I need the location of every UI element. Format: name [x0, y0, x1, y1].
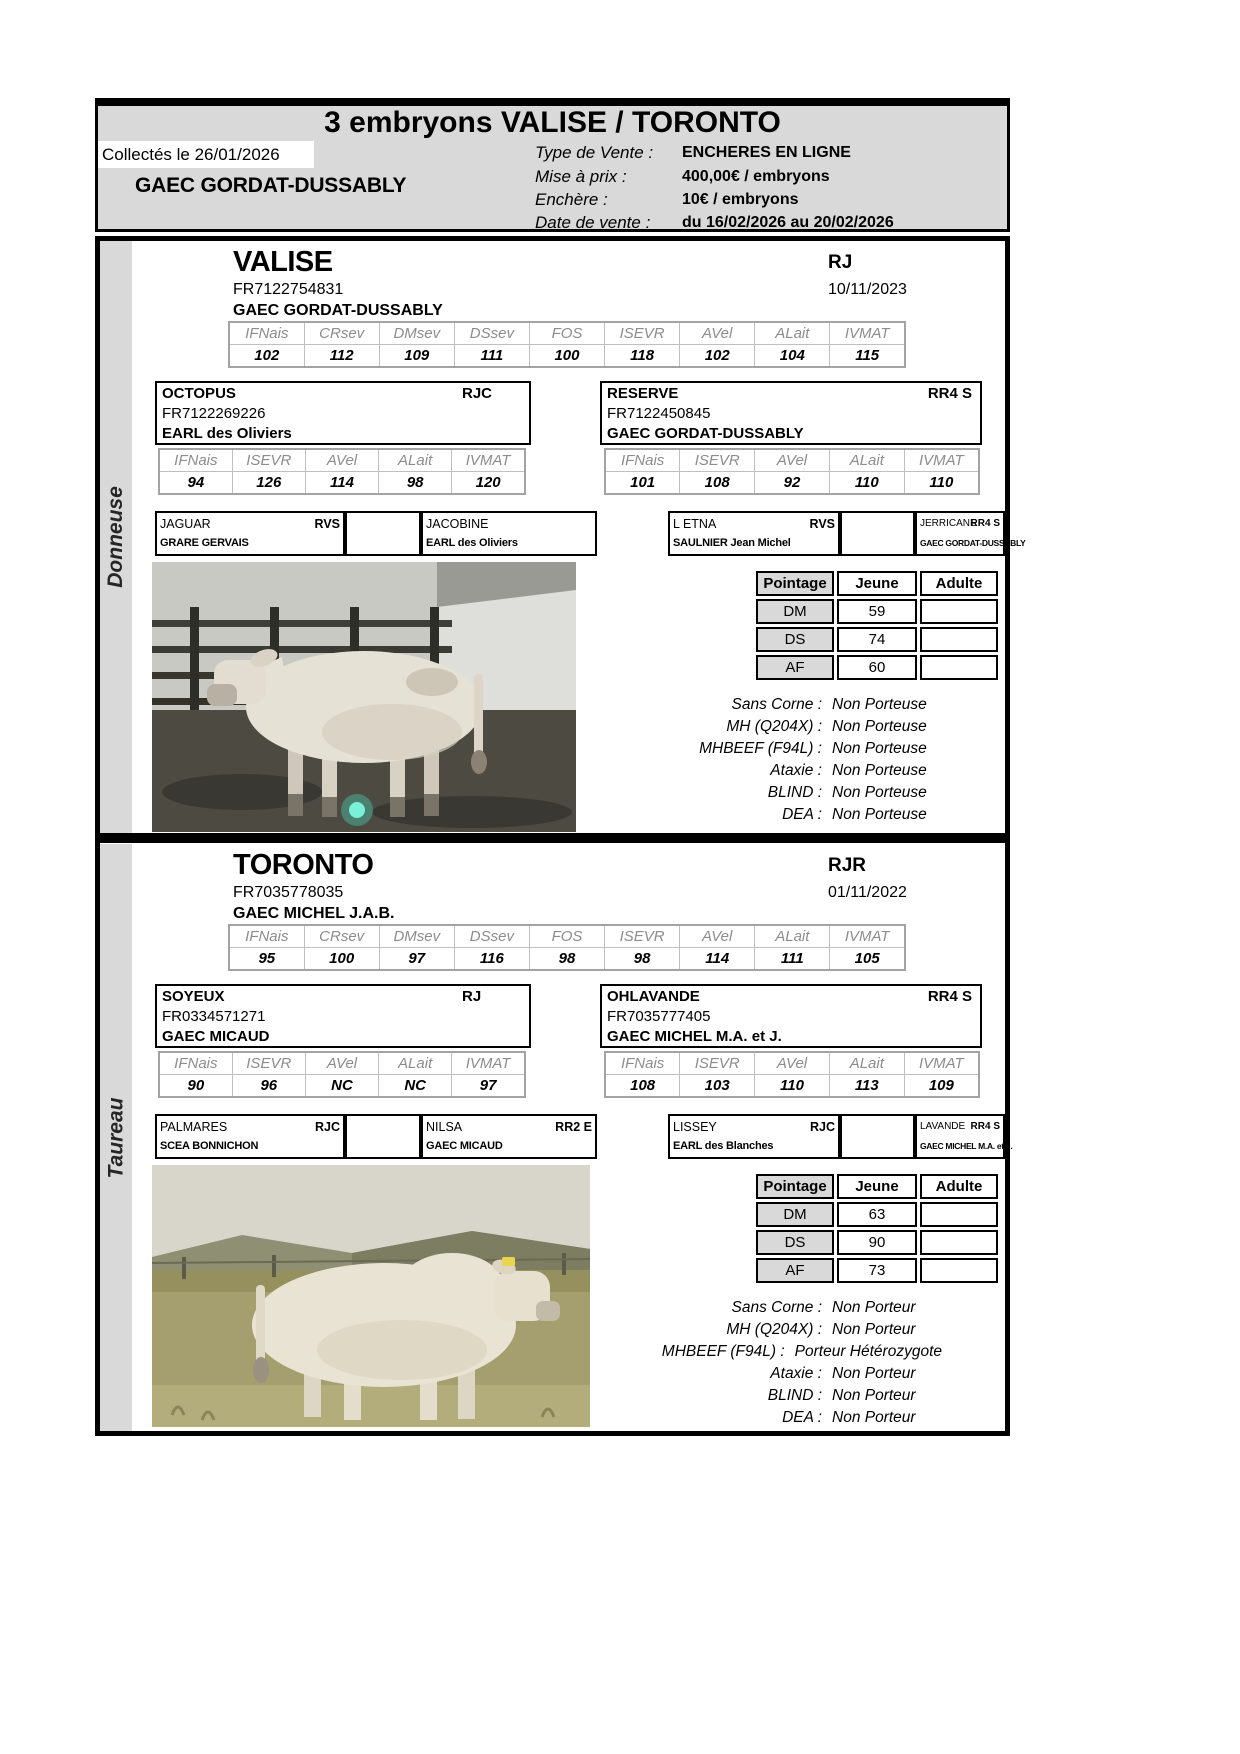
- grandparent-box: [668, 1114, 840, 1159]
- pointage-row-label: DM: [756, 599, 834, 624]
- pointage-value: 60: [837, 655, 917, 680]
- dam-name-line: [607, 384, 980, 404]
- pointage-value: [920, 655, 998, 680]
- index-header: ISEVR: [680, 449, 755, 472]
- index-value: 103: [680, 1075, 755, 1098]
- dam-name-line: [607, 987, 980, 1007]
- index-value: 109: [904, 1075, 979, 1098]
- donor-sire-index-table: [158, 448, 526, 495]
- pointage-header: Jeune: [837, 571, 917, 596]
- index-header: IVMAT: [904, 1052, 979, 1075]
- section-divider: [95, 833, 1010, 843]
- pointage-value: [920, 1230, 998, 1255]
- index-header: IFNais: [605, 449, 680, 472]
- donor-photo: [152, 562, 576, 832]
- index-header: ALait: [755, 322, 830, 345]
- grandparent-box: [155, 511, 345, 556]
- index-value: 102: [229, 345, 304, 368]
- index-header: CRsev: [304, 322, 379, 345]
- pointage-row-label: AF: [756, 1258, 834, 1283]
- grandparent-box: [421, 1114, 597, 1159]
- grandparent-qualification: RR4 S: [970, 518, 1000, 529]
- index-value: 113: [829, 1075, 904, 1098]
- index-header: ISEVR: [605, 925, 680, 948]
- donor-role-label: Donneuse: [104, 486, 128, 588]
- donor-sire-box: [155, 381, 531, 445]
- index-value: 92: [755, 472, 830, 495]
- grandparent-owner: GAEC GORDAT-DUSSABLY: [920, 538, 1026, 548]
- genetic-label: MHBEEF (F94L) :: [699, 740, 822, 757]
- genetic-label: Sans Corne :: [731, 1299, 822, 1316]
- index-value: 110: [755, 1075, 830, 1098]
- sire-id: FR7122269226: [162, 405, 266, 422]
- donor-side-strip: [100, 241, 132, 833]
- bull-dam-box: [600, 984, 982, 1048]
- index-value: 112: [304, 345, 379, 368]
- pointage-value: 90: [837, 1230, 917, 1255]
- genetic-label: Sans Corne :: [731, 696, 822, 713]
- pointage-row-label: DM: [756, 1202, 834, 1227]
- grandparent-qualification: RVS: [809, 517, 835, 531]
- genetic-label: DEA :: [782, 806, 822, 823]
- index-value: 90: [159, 1075, 232, 1098]
- index-header: ISEVR: [680, 1052, 755, 1075]
- bull-side-strip: [100, 844, 132, 1431]
- index-value: 108: [680, 472, 755, 495]
- grandparent-box: [155, 1114, 345, 1159]
- pointage-value: 59: [837, 599, 917, 624]
- sire-qualification: RJC: [462, 385, 493, 402]
- genetic-status-line: [590, 1387, 942, 1405]
- pointage-value: [920, 599, 998, 624]
- donor-dam-box: [600, 381, 982, 445]
- index-value: 96: [232, 1075, 305, 1098]
- bull-name: TORONTO: [233, 849, 374, 881]
- genetic-status-line: [590, 740, 942, 758]
- bull-pointage-table: [753, 1171, 1001, 1286]
- index-header: IFNais: [159, 1052, 232, 1075]
- pedigree-connector-box: [345, 1114, 421, 1159]
- grandparent-owner: GRARE GERVAIS: [160, 537, 249, 549]
- genetic-label: Ataxie :: [770, 762, 822, 779]
- index-value: 105: [830, 948, 905, 971]
- index-header: CRsev: [304, 925, 379, 948]
- index-header: IFNais: [229, 322, 304, 345]
- dam-id: FR7122450845: [607, 405, 711, 422]
- pointage-header: Pointage: [756, 1174, 834, 1199]
- donor-pointage-table: [753, 568, 1001, 683]
- index-value: 108: [605, 1075, 680, 1098]
- sale-type-label: Type de Vente :: [535, 143, 654, 162]
- sire-name: OCTOPUS: [162, 385, 236, 402]
- index-value: 100: [304, 948, 379, 971]
- genetic-value: Non Porteuse: [832, 740, 927, 757]
- genetic-value: Non Porteur: [832, 1321, 916, 1338]
- genetic-label: MHBEEF (F94L) :: [661, 1343, 785, 1360]
- bull-sire-index-table: [158, 1051, 526, 1098]
- bull-photo: [152, 1165, 590, 1427]
- grandparent-box: [915, 1114, 1013, 1159]
- donor-id-number: FR7122754831: [233, 281, 344, 298]
- bull-index-table: [228, 924, 906, 971]
- grandparent-name: LAVANDE: [920, 1121, 966, 1132]
- pointage-header: Jeune: [837, 1174, 917, 1199]
- grandparent-name: JERRICANE: [920, 518, 977, 529]
- grandparent-box: [915, 511, 1026, 556]
- grandparent-owner: EARL des Blanches: [673, 1140, 774, 1152]
- grandparent-name: NILSA: [426, 1120, 463, 1134]
- sire-owner: EARL des Oliviers: [162, 425, 292, 442]
- index-value: 98: [529, 948, 604, 971]
- bull-owner: GAEC MICHEL J.A.B.: [233, 905, 395, 922]
- index-header: ISEVR: [232, 1052, 305, 1075]
- index-value: 118: [605, 345, 680, 368]
- bull-dam-index-table: [604, 1051, 980, 1098]
- bull-qualification: RJR: [828, 855, 867, 876]
- index-value: 97: [379, 948, 454, 971]
- pointage-value: 74: [837, 627, 917, 652]
- pedigree-connector-box: [840, 1114, 915, 1159]
- grandparent-owner: EARL des Oliviers: [426, 537, 518, 549]
- genetic-value: Non Porteuse: [832, 762, 927, 779]
- sale-type-value: ENCHERES EN LIGNE: [682, 144, 851, 161]
- index-header: AVel: [755, 1052, 830, 1075]
- index-value: 98: [605, 948, 680, 971]
- sale-date-value: du 16/02/2026 au 20/02/2026: [682, 214, 894, 231]
- index-value: 114: [305, 472, 378, 495]
- genetic-status-line: [590, 784, 942, 802]
- genetic-label: DEA :: [782, 1409, 822, 1426]
- genetic-status-line: [590, 1365, 942, 1383]
- genetic-status-line: [590, 1299, 942, 1317]
- index-header: AVel: [305, 1052, 378, 1075]
- genetic-label: MH (Q204X) :: [726, 1321, 822, 1338]
- dam-id: FR7035777405: [607, 1008, 711, 1025]
- index-header: AVel: [755, 449, 830, 472]
- grandparent-owner: SAULNIER Jean Michel: [673, 537, 791, 549]
- index-header: IVMAT: [830, 925, 905, 948]
- genetic-status-line: [590, 718, 942, 736]
- index-value: 114: [680, 948, 755, 971]
- grandparent-name: LISSEY: [673, 1120, 717, 1134]
- grandparent-owner: GAEC MICHEL M.A. et J.: [920, 1141, 1013, 1151]
- bull-role-label: Taureau: [104, 1097, 128, 1178]
- index-header: IFNais: [605, 1052, 680, 1075]
- genetic-status-line: [590, 1321, 942, 1339]
- bull-sire-box: [155, 984, 531, 1048]
- index-value: 111: [454, 345, 529, 368]
- dam-owner: GAEC GORDAT-DUSSABLY: [607, 425, 804, 442]
- grandparent-owner: GAEC MICAUD: [426, 1140, 503, 1152]
- index-header: DMsev: [379, 925, 454, 948]
- index-value: 120: [452, 472, 525, 495]
- genetic-value: Non Porteuse: [832, 784, 927, 801]
- index-header: FOS: [529, 925, 604, 948]
- grandparent-owner: SCEA BONNICHON: [160, 1140, 259, 1152]
- donor-name: VALISE: [233, 246, 333, 278]
- index-value: 104: [755, 345, 830, 368]
- index-header: ALait: [379, 1052, 452, 1075]
- page-title: 3 embryons VALISE / TORONTO: [324, 106, 781, 139]
- pointage-row-label: DS: [756, 627, 834, 652]
- genetic-value: Non Porteur: [832, 1387, 916, 1404]
- start-price-label: Mise à prix :: [535, 167, 627, 186]
- genetic-value: Non Porteuse: [832, 696, 927, 713]
- grandparent-qualification: RR2 E: [555, 1120, 592, 1134]
- grandparent-qualification: RR4 S: [970, 1121, 1000, 1132]
- index-header: ALait: [379, 449, 452, 472]
- pointage-row-label: DS: [756, 1230, 834, 1255]
- genetic-value: Porteur Hétérozygote: [794, 1343, 942, 1360]
- index-header: IVMAT: [452, 449, 525, 472]
- grandparent-qualification: RJC: [314, 1120, 340, 1134]
- genetic-status-line: [590, 696, 942, 714]
- dam-name: OHLAVANDE: [607, 988, 700, 1005]
- index-header: AVel: [680, 322, 755, 345]
- genetic-status-line: [590, 1409, 942, 1427]
- dam-qualification: RR4 S: [927, 988, 972, 1005]
- grandparent-qualification: RJC: [809, 1120, 835, 1134]
- index-header: ALait: [829, 449, 904, 472]
- grandparent-name: PALMARES: [160, 1120, 228, 1134]
- grandparent-box: [421, 511, 597, 556]
- sire-qualification: RJ: [462, 988, 482, 1005]
- dam-qualification: RR4 S: [927, 385, 972, 402]
- index-value: 111: [755, 948, 830, 971]
- pointage-header: Adulte: [920, 571, 998, 596]
- sire-owner: GAEC MICAUD: [162, 1028, 270, 1045]
- genetic-status-line: [590, 1343, 942, 1361]
- index-header: AVel: [680, 925, 755, 948]
- pointage-header: Pointage: [756, 571, 834, 596]
- genetic-value: Non Porteuse: [832, 806, 927, 823]
- bid-step-value: 10€ / embryons: [682, 191, 799, 208]
- genetic-status-line: [590, 762, 942, 780]
- bull-birth-date: 01/11/2022: [828, 884, 907, 901]
- donor-index-table: [228, 321, 906, 368]
- index-value: NC: [379, 1075, 452, 1098]
- index-value: 102: [680, 345, 755, 368]
- genetic-label: Ataxie :: [770, 1365, 822, 1382]
- index-header: IFNais: [159, 449, 232, 472]
- donor-birth-date: 10/11/2023: [828, 281, 907, 298]
- genetic-value: Non Porteur: [832, 1299, 916, 1316]
- genetic-status-line: [590, 806, 942, 824]
- pedigree-connector-box: [840, 511, 915, 556]
- index-value: 94: [159, 472, 232, 495]
- donor-owner: GAEC GORDAT-DUSSABLY: [233, 302, 443, 319]
- bid-step-label: Enchère :: [535, 190, 608, 209]
- index-value: 95: [229, 948, 304, 971]
- index-header: ALait: [829, 1052, 904, 1075]
- dam-name: RESERVE: [607, 385, 679, 402]
- grandparent-name: JAGUAR: [160, 517, 211, 531]
- genetic-label: MH (Q204X) :: [726, 718, 822, 735]
- sale-date-label: Date de vente :: [535, 213, 651, 232]
- index-header: AVel: [305, 449, 378, 472]
- index-value: 98: [379, 472, 452, 495]
- pointage-value: [920, 1202, 998, 1227]
- index-header: ALait: [755, 925, 830, 948]
- donor-qualification: RJ: [828, 252, 853, 273]
- index-value: 100: [529, 345, 604, 368]
- index-header: DSsev: [454, 925, 529, 948]
- grandparent-box: [668, 511, 840, 556]
- index-header: DMsev: [379, 322, 454, 345]
- pointage-header: Adulte: [920, 1174, 998, 1199]
- index-header: IVMAT: [452, 1052, 525, 1075]
- index-value: 110: [904, 472, 979, 495]
- genetic-value: Non Porteur: [832, 1409, 916, 1426]
- sire-name-line: [162, 987, 529, 1007]
- sire-name: SOYEUX: [162, 988, 225, 1005]
- bull-id-number: FR7035778035: [233, 884, 344, 901]
- index-value: 109: [379, 345, 454, 368]
- index-value: 110: [829, 472, 904, 495]
- index-value: 126: [232, 472, 305, 495]
- index-value: 116: [454, 948, 529, 971]
- grandparent-name: L ETNA: [673, 517, 717, 531]
- genetic-label: BLIND :: [767, 784, 822, 801]
- index-header: IFNais: [229, 925, 304, 948]
- pointage-value: [920, 1258, 998, 1283]
- index-value: 115: [830, 345, 905, 368]
- grandparent-qualification: RVS: [314, 517, 340, 531]
- index-value: NC: [305, 1075, 378, 1098]
- index-header: ISEVR: [605, 322, 680, 345]
- grandparent-name: JACOBINE: [426, 517, 489, 531]
- pointage-value: [920, 627, 998, 652]
- sire-id: FR0334571271: [162, 1008, 266, 1025]
- collection-date: Collectés le 26/01/2026: [98, 141, 314, 168]
- pointage-row-label: AF: [756, 655, 834, 680]
- dam-owner: GAEC MICHEL M.A. et J.: [607, 1028, 782, 1045]
- index-header: IVMAT: [830, 322, 905, 345]
- pointage-value: 63: [837, 1202, 917, 1227]
- start-price-value: 400,00€ / embryons: [682, 168, 830, 185]
- index-header: ISEVR: [232, 449, 305, 472]
- index-value: 101: [605, 472, 680, 495]
- pedigree-connector-box: [345, 511, 421, 556]
- pointage-value: 73: [837, 1258, 917, 1283]
- sire-name-line: [162, 384, 529, 404]
- index-value: 97: [452, 1075, 525, 1098]
- genetic-value: Non Porteuse: [832, 718, 927, 735]
- donor-dam-index-table: [604, 448, 980, 495]
- seller-name: GAEC GORDAT-DUSSABLY: [135, 174, 407, 197]
- index-header: FOS: [529, 322, 604, 345]
- genetic-value: Non Porteur: [832, 1365, 916, 1382]
- index-header: IVMAT: [904, 449, 979, 472]
- index-header: DSsev: [454, 322, 529, 345]
- genetic-label: BLIND :: [767, 1387, 822, 1404]
